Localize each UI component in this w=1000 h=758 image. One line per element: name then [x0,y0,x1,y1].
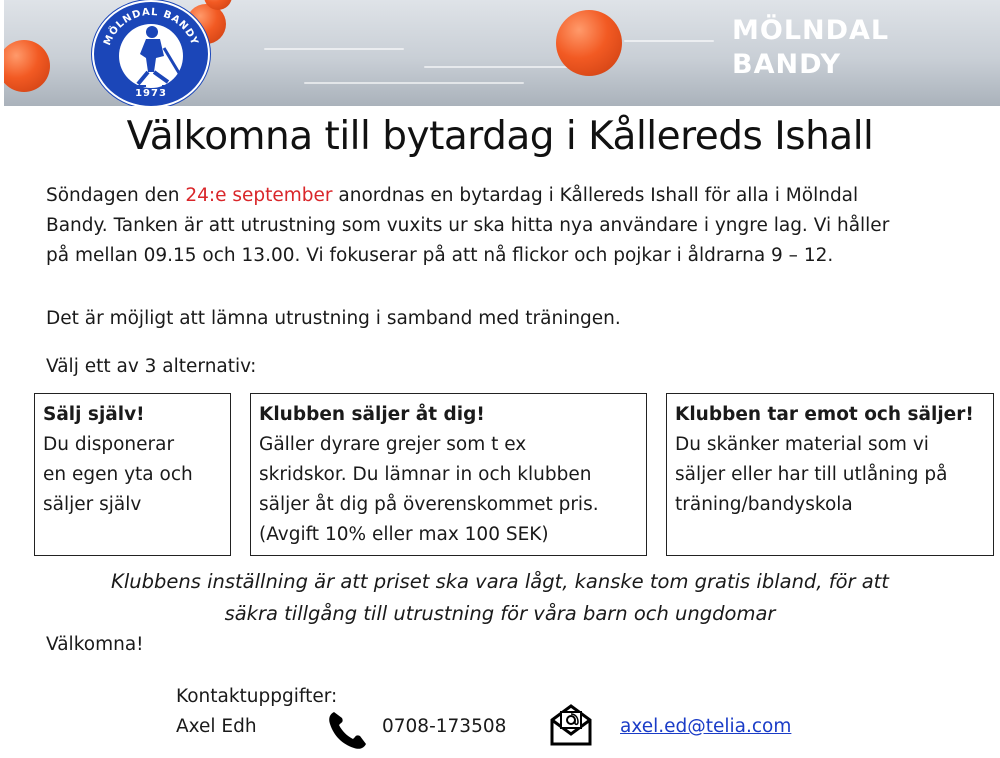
logo-year: 1973 [135,88,167,99]
contact-label: Kontaktuppgifter: [176,686,338,707]
bandy-ball-right [556,10,622,76]
option-line: säljer eller har till utlåning på [675,464,948,485]
club-motto [0,566,1000,630]
option-line: Gäller dyrare grejer som t ex [259,434,527,455]
contact-phone[interactable]: 0708-173508 [382,716,507,737]
brand-line-2: BANDY [732,49,842,80]
header-banner [4,0,1000,106]
phone-icon [326,708,370,752]
intro-line-1: Söndagen den 24:e september anordnas en bytardag i Kållereds Ishall för alla i Mölndal [46,185,859,206]
option-line: Du skänker material som vi [675,434,929,455]
option-sell-yourself [34,393,231,556]
option-heading: Sälj själv! [43,404,145,425]
motto-line-2: säkra tillgång till utrustning för våra barn och ungdomar [224,602,776,625]
option-heading: Klubben tar emot och säljer! [675,404,974,425]
brand-line-1: MÖLNDAL [732,15,890,46]
option-club-sells [250,393,647,556]
option-line: säljer själv [43,494,142,515]
page-title: Välkomna till bytardag i Kållereds Ishall [126,114,874,159]
intro-paragraph [46,181,976,271]
option-line: säljer åt dig på överenskommet pris. [259,494,599,515]
event-date: 24:e september [185,185,333,206]
option-heading: Klubben säljer åt dig! [259,404,485,425]
option-club-receives [666,393,994,556]
brand-name [732,14,889,82]
option-line: träning/bandyskola [675,494,853,515]
welcome-text: Välkomna! [46,634,144,655]
intro-line-3: på mellan 09.15 och 13.00. Vi fokuserar på att nå flickor och pojkar i åldrarna 9 – 12. [46,245,834,266]
envelope-at-icon [548,702,594,748]
motto-line-1: Klubbens inställning är att priset ska vara lågt, kanske tom gratis ibland, för att [111,570,889,593]
choose-text: Välj ett av 3 alternativ: [46,356,257,377]
contact-name: Axel Edh [176,716,257,737]
option-line: Du disponerar [43,434,175,455]
contact-email-link[interactable]: axel.ed@telia.com [620,716,792,737]
club-logo [92,0,210,106]
drop-off-text: Det är möjligt att lämna utrustning i samband med träningen. [46,308,621,329]
bandy-ball-left [4,40,50,92]
option-line: (Avgift 10% eller max 100 SEK) [259,524,549,545]
intro-line-2: Bandy. Tanken är att utrustning som vuxits ur ska hitta nya användare i yngre lag. Vi håller [46,215,890,236]
logo-ring-text: MÖLNDAL BANDY [102,6,200,48]
option-line: skridskor. Du lämnar in och klubben [259,464,592,485]
option-line: en egen yta och [43,464,193,485]
